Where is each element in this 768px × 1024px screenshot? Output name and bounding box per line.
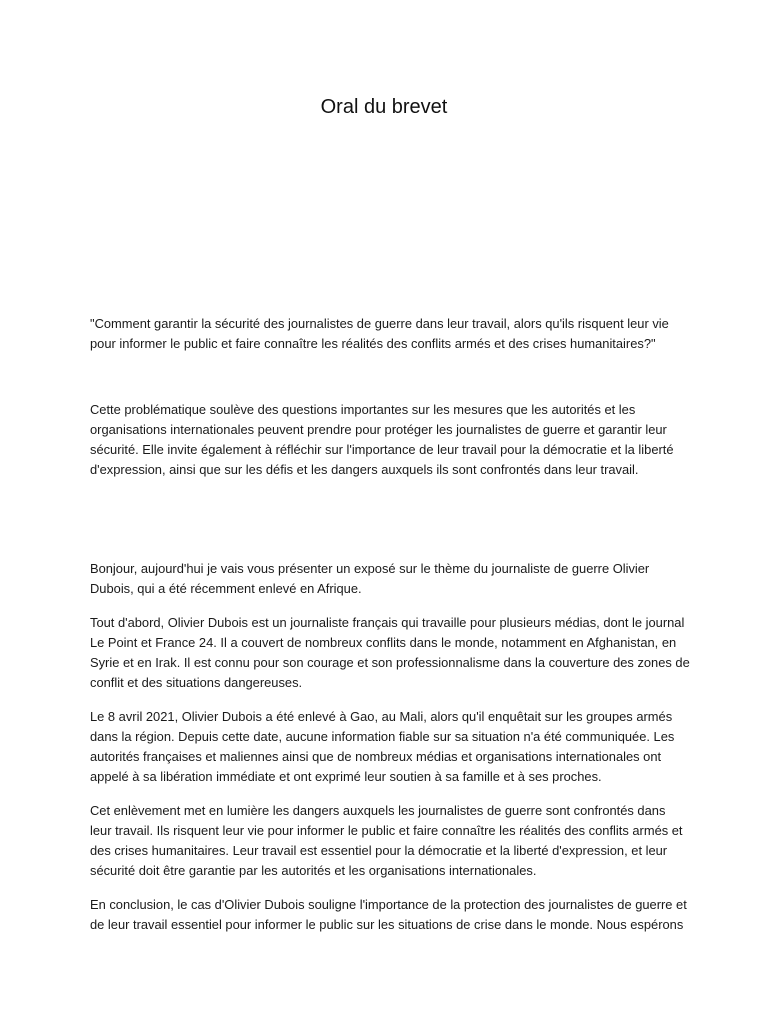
page-title: Oral du brevet (320, 96, 448, 118)
problematique-text: "Comment garantir la sécurité des journalistes de guerre dans leur travail, alors qu'ils risquent leur vie pour informer le public et faire connaître les réalités des conflits armés et des crises humanitaires?" (90, 316, 669, 351)
problematique-paragraph (90, 314, 690, 368)
paragraph-conclusion: En conclusion, le cas d'Olivier Dubois souligne l'importance de la protection des journalistes de guerre et de leur travail essentiel pour informer le public sur les situations de crise dans le monde. Nous espérons (90, 897, 687, 932)
presentation-text: Cette problématique soulève des questions importantes sur les mesures que les autorités et les organisations internationales peuvent prendre pour protéger les journalistes de guerre et garantir leur sécurité. Elle invite également à réfléchir sur l'importance de leur travail pour la démocratie et la liberté d'expression, ainsi que sur les défis et les dangers auxquels ils sont confrontés dans leur travail. (90, 402, 674, 477)
paragraph-greeting: Bonjour, aujourd'hui je vais vous présenter un exposé sur le thème du journaliste de guerre Olivier Dubois, qui a été récemment enlevé en Afrique. (90, 561, 650, 596)
expose-body (90, 559, 690, 949)
paragraph-kidnapping: Le 8 avril 2021, Olivier Dubois a été enlevé à Gao, au Mali, alors qu'il enquêtait sur les groupes armés dans la région. Depuis cette date, aucune information fiable sur sa situation n'a été communiquée. Les autorités françaises et maliennes ainsi que de nombreux médias et organisations internationales ont appelé à sa libération immédiate et ont exprimé leur soutien à sa famille et à ses proches. (90, 709, 675, 784)
presentation-paragraph (90, 400, 690, 494)
paragraph-dangers: Cet enlèvement met en lumière les dangers auxquels les journalistes de guerre sont confrontés dans leur travail. Ils risquent leur vie pour informer le public et faire connaître les réalités des conflits armés et des crises humanitaires. Leur travail est essentiel pour la démocratie et la liberté d'expression, et leur sécurité doit être garantie par les autorités et les organisations internationales. (90, 803, 683, 878)
paragraph-biography: Tout d'abord, Olivier Dubois est un journaliste français qui travaille pour plusieurs médias, dont le journal Le Point et France 24. Il a couvert de nombreux conflits dans le monde, notamment en Afghanistan, en Syrie et en Irak. Il est connu pour son courage et son professionnalisme dans la couverture des zones de conflit et des situations dangereuses. (90, 615, 690, 690)
